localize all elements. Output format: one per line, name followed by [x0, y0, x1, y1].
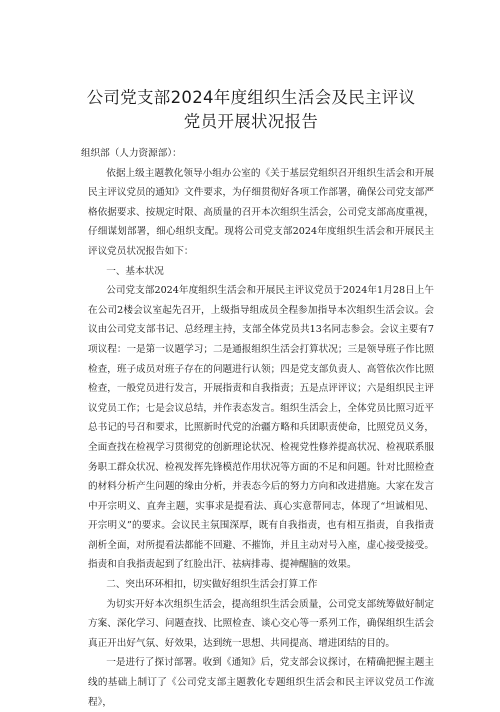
intro-paragraph: 依据上级主题教化领导小组办公室的《关于基层党组织召开组织生活会和开展民主评议党员的通知》文件要求，为仔细贯彻好各项工作部署，确保公司党支部严格依据要求、按规定时限、高质量的召开本次组织生活会，公司党支部高度重视，仔细谋划部署，细心组织支配。现将公司党支部2024年度组织生活会和开展民主评议党员状况报告如下： [88, 167, 434, 257]
title-line-2: 党员开展状况报告 [183, 112, 319, 131]
section-2-paragraph-2: 一是进行了探讨部署。收到《通知》后，党支部会议探讨，在精确把握主题主线的基础上制订了《公司党支部主题教化专题组织生活会和民主评议党员工作流程》， [88, 657, 434, 708]
section-2-paragraph: 为切实开好本次组织生活会，提高组织生活会质量，公司党支部统筹做好制定方案、深化学习、问题查找、比照检查、谈心交心等一系列工作，确保组织生活会真正开出好气氛、好效果，达到统一思想、共同提高、增进团结的目的。 [88, 598, 434, 649]
section-2-heading: 二、突出环环相扣，切实做好组织生活会打算工作 [106, 579, 318, 591]
section-1-heading: 一、基本状况 [106, 265, 164, 277]
section-1-paragraph: 公司党支部2024年度组织生活会和开展民主评议党员于2024年1月28日上午在公司2楼会议室起先召开，上级指导组成员全程参加指导本次组织生活会议。会议由公司党支部书记、总经理主持，支部全体党员共13名同志参会。会议主要有7项议程：一是第一议题学习；二是通报组织生活会打算状况；三是领导班子作比照检查，班子成员对班子存在的问题进行认领；四是党支部负责人、高管依次作比照检查，一般党员进行发言，开展指责和自我指责；五是点评评议；六是组织民主评议党员工作；七是会议总结，并作表态发言。组织生活会上，全体党员比照习近平总书记的号召和要求，比照新时代党的治疆方略和兵团职责使命，比照党员义务，全面查找在检视学习贯彻党的创新理论状况、检视党性修养提高状况、检视联系服务职工群众状况、检视发挥先锋模范作用状况等方面的不足和问题。针对比照检查的材料分析产生问题的缘由分析，并表态今后的努力方向和改进措施。大家在发言中开宗明义、直奔主题，实事求是提看法、真心实意帮同志，体现了“坦诚相见、开宗明义”的要求。会议民主氛围深厚，既有自我指责，也有相互指责，自我指责剖析全面，对所提看法都能不回避、不摧饰，并且主动对号入座，虚心接受接受。指责和自我指责起到了红脸出汗、祛病排毒、提神醒脑的效果。 [88, 285, 434, 571]
salutation: 组织部（人力资源部）： [81, 148, 182, 159]
document-title [68, 86, 434, 134]
title-line-1: 公司党支部2024年度组织生活会及民主评议 [86, 88, 416, 107]
